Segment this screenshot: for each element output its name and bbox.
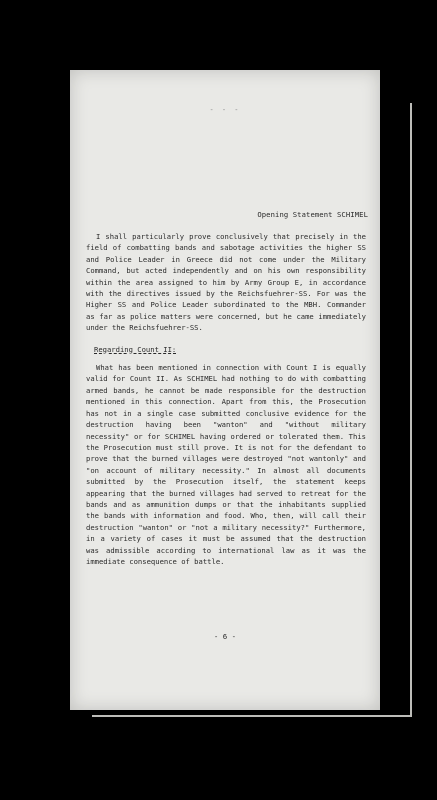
paragraph-2: What has been mentioned in connection with Count I is equally valid for Count II. As SCHIMEL had nothing to do with combatting armed bands, he cannot be made responsible for the destruction mentioned in this connection. Apart from this, the Prosecution has not in a single case submitted conclusive evidence for the destruction having been "wanton" and "without military necessity" or for SCHIMEL having ordered or tolerated them. This the Prosecution must still prove. It is not for the defendant to prove that the burned villages were destroyed "not wantonly" and "on account of military necessity." In almost all documents submitted by the Prosecution itself, the statement keeps appearing that the burned villages had served to retreat for the bands and as ammunition dumps or that the inhabitants supplied the bands with information and food. Who, then, will call their destruction "wanton" or "not a military necessity?" Furthermore, in a variety of cases it must be assumed that the destruction was admissible according to international law as it was the immediate consequence of battle. [86, 363, 366, 566]
paragraph-1: I shall particularly prove conclusively that precisely in the field of combatting bands and sabotage activities the higher SS and Police Leader in Greece did not come under the Military Command, but acted independently and on his own responsibility within the area assigned to him by Army Group E, in accordance with the directives issued by the Reichsfuehrer-SS. For was the Higher SS and Police Leader subordinated to the MBH. Commander as far as police matters were concerned, but he came immediately under the Reichsfuehrer-SS. [86, 232, 366, 333]
page-number: - 6 - [213, 632, 237, 641]
document-body [86, 231, 366, 573]
section-heading-count-ii: Regarding Count II: [94, 344, 177, 354]
document-page [70, 70, 380, 710]
page-header-mark: - - - [209, 106, 241, 114]
page-title: Opening Statement SCHIMEL [257, 210, 368, 219]
